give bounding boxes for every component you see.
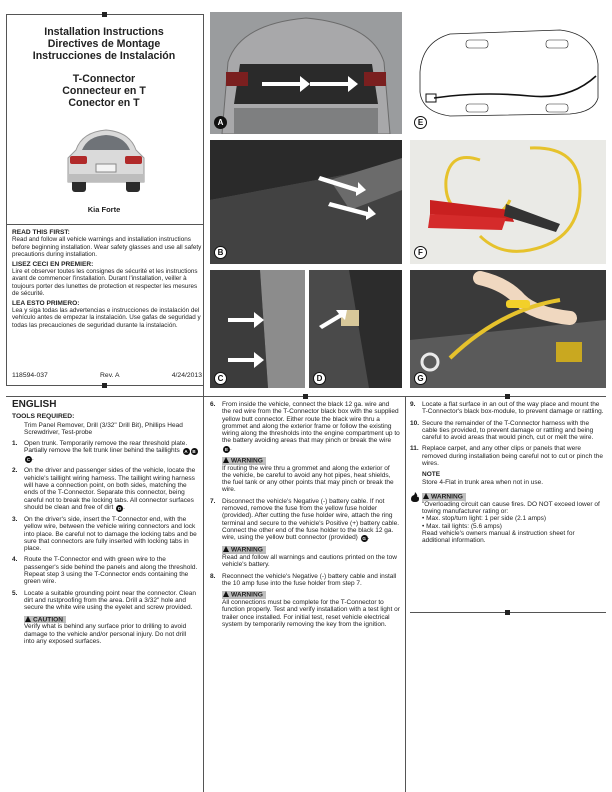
read-first-heading-en: READ THIS FIRST:	[12, 229, 70, 236]
step-text: Replace carpet, and any other clips or panels that were removed during installation being careful not to cut or pinch the wires.	[422, 445, 604, 468]
step-text: Reconnect the vehicle's Negative (-) battery cable and install the 10 amp fuse into the fuse holder from step 7.	[222, 572, 397, 587]
read-first-body-en: Read and follow all vehicle warnings and installation instructions before beginning installation. Wear safety glasses and use all safety precautions during installation.	[12, 236, 202, 259]
product-fr: Connecteur en T	[62, 85, 146, 97]
product-name-block	[6, 73, 202, 109]
warning-line: "Overloading circuit can cause fires. DO NOT exceed lower of towing manufacturer rating or:	[422, 500, 600, 516]
step-6-text-wrap: From inside the vehicle, connect the black 12 ga. wire and the red wire from the T-Connector black box with the supplied yellow butt connector. Either route the black wire thru a grommet and along the exterior frame or follow the existing wiring along the thresholds into the engine compartment up to the battery avoiding areas that may pinch or break the wire E .	[222, 401, 400, 452]
step-1	[12, 440, 198, 463]
read-first-section	[12, 229, 202, 329]
read-first-heading-es: LEA ESTO PRIMERO:	[12, 299, 80, 307]
note-label: NOTE	[422, 471, 441, 479]
step-11	[410, 445, 604, 467]
warning-label	[222, 546, 266, 554]
warning-text: Read and follow all warnings and cautions printed on the tow vehicle's battery.	[222, 554, 397, 569]
column-3	[410, 401, 604, 545]
tools-heading: TOOLS REQUIRED:	[12, 413, 75, 421]
figure-ref-icon: B	[192, 449, 196, 455]
revision: Rev. A	[100, 372, 120, 379]
step-8	[210, 573, 400, 588]
frame-left	[6, 14, 7, 385]
step-7	[210, 498, 400, 542]
step-text: Open trunk. Temporarily remove the rear threshold plate. Partially remove the felt trunk liner behind the taillights	[24, 440, 188, 455]
warning-triangle-icon	[423, 493, 429, 499]
title-en: Installation Instructions	[44, 26, 164, 38]
warning-label-text: WARNING	[231, 546, 263, 554]
figure-ref-icon: A	[184, 449, 188, 455]
caution-text: Verify what is behind any surface prior to drilling to avoid damage to the vehicle and/or personal injury. Do not drill into any exposed surfaces.	[24, 623, 187, 645]
photo-label-f: F	[414, 246, 427, 259]
photo-g	[410, 270, 606, 388]
photo-a	[210, 12, 402, 134]
warning-box-overload	[422, 489, 604, 545]
vehicle-caption: Kia Forte	[87, 205, 121, 214]
photo-label-d: D	[313, 372, 326, 385]
warning-text: All connections must be complete for the T-Connector to function properly. Test and verify installation with a test light or trailer once installed. For initial test, reset vehicle electrical system by temporarily removing the key from the ignition.	[222, 599, 400, 628]
step-number: 4.	[12, 556, 18, 564]
photo-label-e: E	[414, 116, 427, 129]
warning-line: Read vehicle's owners manual & instruction sheet for additional information.	[422, 529, 575, 545]
caution-label-text: CAUTION	[33, 616, 64, 624]
title-es: Instrucciones de Instalación	[32, 50, 176, 62]
photo-label-g: G	[414, 372, 427, 385]
warning-box-1	[222, 453, 400, 494]
warning-triangle-icon	[223, 457, 229, 463]
warning-label	[422, 493, 466, 501]
title-fr: Directives de Montage	[47, 38, 161, 50]
step-number: 7.	[210, 497, 216, 505]
column-divider-1	[203, 14, 204, 792]
step-6	[210, 401, 400, 453]
frame-tick	[505, 610, 510, 615]
tools-text: Trim Panel Remover, Drill (3/32" Drill Bit), Phillips Head Screwdriver, Test-probe	[24, 421, 183, 436]
frame-tick	[303, 394, 308, 399]
photo-label-b: B	[214, 246, 227, 259]
step-5	[12, 590, 198, 612]
step-7-text-wrap: Disconnect the vehicle's Negative (-) battery cable. If not removed, remove the fuse from the yellow fuse holder (provided). After cutting the fuse holder wire, attach the ring terminal and secure to the vehicle's Positive (+) battery cable. Connect the other end of the fuse holder to the black 12 ga. wire, using the yellow butt connector (provided) G .	[222, 497, 400, 542]
step-1-text-wrap: Open trunk. Temporarily remove the rear threshold plate. Partially remove the felt trunk liner behind the taillights A BC .	[24, 440, 196, 463]
document-meta	[12, 372, 202, 379]
part-number: 118594-037	[12, 372, 48, 379]
step-number: 1.	[12, 440, 18, 448]
read-first-heading-fr: LISEZ CECI EN PREMIER:	[12, 260, 94, 268]
caution-box	[24, 612, 198, 646]
doc-date: 4/24/2013	[171, 372, 202, 379]
photo-d	[309, 270, 402, 388]
step-10	[410, 420, 604, 442]
step-2-text-wrap: On the driver and passenger sides of the vehicle, locate the vehicle's taillight wiring harness. The taillight wiring harness will have a connection point, on both sides, matching the ends of the T-Connector. Separate this connector, being careful not to break the locking tabs. All connector surfaces should be clean and free of dirt D .	[24, 467, 196, 511]
warning-box-2	[222, 542, 400, 568]
step-text: From inside the vehicle, connect the black 12 ga. wire and the red wire from the T-Connector black box with the supplied yellow butt connector. Either route the black wire thru a grommet and along the exterior frame or follow the existing wiring along the thresholds into the engine compartment up to the battery avoiding areas that may pinch or break the wire	[222, 401, 400, 445]
warning-triangle-icon	[223, 591, 229, 597]
note-text: Store 4-Flat in trunk area when not in use.	[422, 478, 544, 486]
step-number: 10.	[410, 419, 420, 427]
figure-ref-icon: G	[362, 536, 366, 542]
caution-label	[24, 616, 66, 624]
warning-label-text: WARNING	[231, 591, 263, 599]
warning-line: • Max. tail lights: (5.6 amps)	[422, 522, 502, 530]
warning-line: • Max. stop/turn light: 1 per side (2.1 amps)	[422, 515, 547, 523]
step-text: Secure the remainder of the T-Connector harness with the cable ties provided, to prevent damage or rattling and being careful to avoid areas that would pinch, cut or melt the wire.	[422, 419, 594, 442]
step-text: Route the T-Connector end with green wire to the passenger's side behind the panels and along the threshold. Repeat step 3 using the T-Connector ends containing the green wire.	[24, 556, 198, 586]
photo-c	[210, 270, 305, 388]
warning-text: If routing the wire thru a grommet and along the exterior of the vehicle, be careful to avoid any hot pipes, heat shields, the fuel tank or any other points that may pinch or break the wire.	[222, 464, 394, 494]
warning-triangle-icon	[25, 616, 31, 622]
step-2	[12, 467, 198, 511]
step-number: 3.	[12, 515, 18, 523]
vehicle-photo	[60, 120, 152, 200]
photo-b	[210, 140, 402, 264]
step-text: Locate a flat surface in an out of the way place and mount the T-Connector's black box-module, to prevent damage or rattling.	[422, 401, 604, 416]
warning-label	[222, 457, 266, 465]
figure-ref-icon: E	[224, 446, 228, 452]
step-text: Disconnect the vehicle's Negative (-) battery cable. If not removed, remove the fuse from the yellow fuse holder (provided). After cutting the fuse holder wire, attach the ring terminal and secure to the vehicle's Positive (+) battery cable. Connect the other end of the fuse holder to the black 12 ga. wire, using the yellow butt connector (provided)	[222, 497, 400, 542]
column-divider-2	[405, 396, 406, 792]
frame-tick	[102, 383, 107, 388]
step-number: 8.	[210, 572, 216, 580]
step-9	[410, 401, 604, 416]
frame-tick	[505, 394, 510, 399]
warning-box-3	[222, 587, 400, 628]
photo-e	[410, 12, 606, 134]
step-number: 2.	[12, 467, 18, 475]
figure-ref-icon: C	[26, 457, 31, 463]
read-first-body-es: Lea y siga todas las advertencias e instrucciones de instalación del vehículo antes de empezar la instalación. Use gafas de seguridad y todas las precauciones de seguridad durante la instalación.	[12, 307, 201, 329]
warning-label-text: WARNING	[431, 493, 463, 501]
product-en: T-Connector	[72, 73, 136, 85]
warning-label	[222, 591, 266, 599]
step-3	[12, 516, 198, 552]
column-2	[210, 401, 400, 628]
readfirst-top-rule	[6, 224, 203, 225]
warning-label-text: WARNING	[231, 457, 263, 465]
step-number: 11.	[410, 445, 419, 453]
note-box	[422, 471, 604, 486]
warning-triangle-icon	[223, 546, 229, 552]
title-block	[6, 26, 202, 62]
step-text: On the driver and passenger sides of the vehicle, locate the vehicle's taillight wiring harness. The taillight wiring harness will have a connection point, on both sides, matching the ends of the T-Connector. Separate this connector, being careful not to break the locking tabs. All connector surfaces should be clean and free of dirt	[24, 467, 196, 511]
step-text: Locate a suitable grounding point near the connector. Clean dirt and rustproofing from the area. Drill a 3/32" hole and secure the white wire using the eyelet and screw provided.	[24, 589, 197, 612]
photo-label-c: C	[214, 372, 227, 385]
figure-ref-icon: D	[117, 505, 122, 511]
language-heading: ENGLISH	[12, 399, 57, 410]
step-number: 9.	[410, 401, 416, 408]
product-es: Conector en T	[68, 97, 140, 109]
step-text: On the driver's side, insert the T-Connector end, with the yellow wire, between the vehicle wiring connectors and lock into place. Be careful not to damage the locking tabs and be sure that connectors are fully inserted with locking tabs in place.	[24, 515, 197, 553]
step-number: 6.	[210, 401, 216, 408]
step-number: 5.	[12, 589, 18, 597]
read-first-body-fr: Lire et observer toutes les consignes de sécurité et les instructions avant de commencer l'installation. Durant l'installation, veiller à toujours porter des lunettes de protection et respecter les mesures de sécurité.	[12, 268, 198, 298]
frame-tick	[102, 12, 107, 17]
photo-f	[410, 140, 606, 264]
column-1	[12, 401, 198, 645]
fire-icon	[410, 492, 420, 504]
step-4	[12, 556, 198, 585]
photo-label-a: A	[214, 116, 227, 129]
